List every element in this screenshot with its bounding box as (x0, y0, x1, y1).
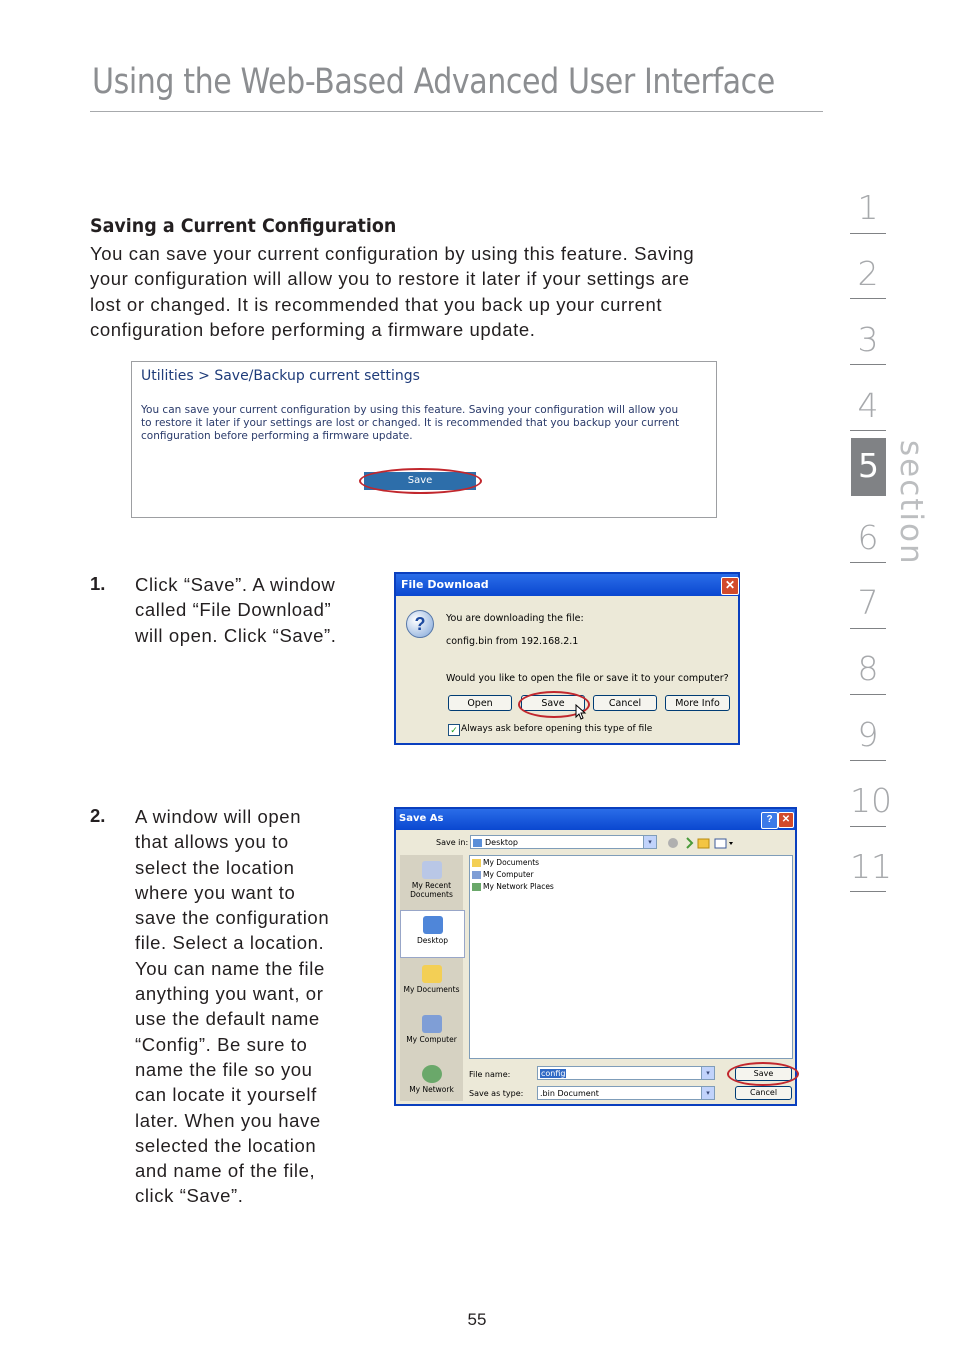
step-line: Click “Save”. A window (135, 574, 336, 595)
question-icon: ? (406, 610, 434, 638)
new-folder-icon (698, 839, 709, 848)
desktop-icon (423, 916, 443, 934)
dialog-titlebar (396, 809, 795, 830)
file-list[interactable] (469, 855, 793, 1059)
highlight-ellipse (359, 468, 482, 494)
folder-icon (422, 965, 442, 983)
step-2-text (135, 804, 385, 1209)
place-my-computer[interactable] (400, 1015, 463, 1044)
utilities-screenshot (131, 361, 717, 518)
step-line: will open. Click “Save”. (135, 624, 337, 646)
network-icon (422, 1065, 442, 1083)
utilities-save-button[interactable]: Save (364, 472, 476, 490)
step-line: use the default name (135, 1008, 320, 1030)
network-icon (472, 883, 481, 891)
step-line: file. Select a location. (135, 932, 325, 954)
places-bar (400, 855, 463, 1101)
chevron-down-icon[interactable]: ▾ (701, 1087, 714, 1099)
intro-line: configuration before performing a firmware update. (90, 318, 536, 340)
utilities-description-line: to restore it later if your settings are lost or changed. It is recommended that you backup your current (141, 417, 680, 429)
step-line: selected the location (135, 1134, 317, 1156)
list-item[interactable] (472, 858, 539, 867)
save-type-label: Save as type: (469, 1089, 524, 1098)
close-icon[interactable]: ✕ (778, 812, 794, 828)
close-icon[interactable]: ✕ (721, 577, 739, 595)
section-tab-11[interactable]: 11 (850, 847, 892, 886)
page-title: Using the Web-Based Advanced User Interface (92, 62, 775, 102)
back-icon (668, 838, 678, 848)
utilities-description-line: You can save your current configuration by using this feature. Saving your configuration will allow you (141, 404, 679, 416)
step-line: later. When you have (135, 1109, 321, 1131)
place-label: My Documents (403, 985, 460, 994)
save-in-value: Desktop (485, 838, 518, 847)
computer-icon (422, 1015, 442, 1033)
save-as-dialog (394, 807, 797, 1106)
computer-icon (472, 871, 481, 879)
step-line: where you want to (135, 881, 296, 903)
section-divider (850, 364, 886, 365)
section-tab-6[interactable]: 6 (857, 518, 879, 557)
download-message: You are downloading the file: (446, 613, 584, 624)
section-divider (850, 694, 886, 695)
step-line: A window will open (135, 806, 302, 827)
section-divider (850, 826, 886, 827)
section-heading: Saving a Current Configuration (90, 215, 397, 237)
dialog-title: File Download (401, 578, 489, 591)
section-tab-3[interactable]: 3 (857, 320, 879, 359)
step-line: save the configuration (135, 907, 330, 929)
step-line: select the location (135, 856, 295, 878)
step-line: name the file so you (135, 1058, 313, 1080)
section-label-text: section (893, 440, 929, 566)
section-tab-2[interactable]: 2 (857, 254, 879, 293)
intro-line: your configuration will allow you to restore it later if your settings are (90, 268, 690, 290)
section-tab-10[interactable]: 10 (850, 781, 892, 820)
step-line: You can name the file (135, 957, 325, 979)
place-label: Desktop (417, 936, 448, 945)
file-download-dialog (394, 572, 740, 745)
utilities-breadcrumb: Utilities > Save/Backup current settings (141, 368, 420, 384)
place-my-documents[interactable] (400, 965, 463, 994)
list-item[interactable] (472, 882, 554, 891)
step-line: “Config”. Be sure to (135, 1033, 308, 1055)
list-item[interactable] (472, 870, 534, 879)
section-tab-1[interactable]: 1 (857, 188, 879, 227)
recent-documents-icon (422, 861, 442, 879)
cursor-icon (575, 704, 587, 720)
place-recent[interactable] (400, 861, 463, 899)
place-desktop[interactable] (400, 910, 465, 958)
toolbar-icons (667, 836, 737, 850)
dialog-title: Save As (399, 813, 444, 824)
section-label (893, 440, 933, 566)
utilities-description (141, 404, 701, 443)
section-divider (850, 298, 886, 299)
always-ask-checkbox[interactable]: ✓ (448, 724, 460, 736)
section-divider (850, 430, 886, 431)
chevron-down-icon[interactable]: ▾ (701, 1067, 714, 1079)
list-item-label: My Documents (483, 858, 540, 867)
chevron-down-icon (729, 842, 733, 845)
desktop-icon (473, 839, 482, 847)
open-button[interactable]: Open (448, 695, 512, 711)
section-tab-8[interactable]: 8 (857, 649, 879, 688)
up-folder-icon (687, 838, 692, 848)
step-line: and name of the file, (135, 1160, 316, 1182)
page-number: 55 (467, 1310, 487, 1329)
step-line: can locate it yourself (135, 1084, 317, 1106)
download-question: Would you like to open the file or save it to your computer? (446, 673, 729, 684)
file-name-value: config (541, 1069, 566, 1078)
cancel-button[interactable]: Cancel (735, 1086, 792, 1100)
section-divider (850, 760, 886, 761)
save-type-value: .bin Document (540, 1089, 599, 1098)
intro-line: lost or changed. It is recommended that you back up your current (90, 293, 663, 315)
list-item-label: My Network Places (483, 882, 554, 891)
help-icon[interactable]: ? (761, 812, 778, 829)
title-divider (90, 111, 823, 112)
section-divider (850, 233, 886, 234)
save-button[interactable]: Save (735, 1067, 792, 1081)
section-divider (850, 628, 886, 629)
list-item-label: My Computer (483, 870, 534, 879)
save-in-label: Save in: (436, 838, 469, 847)
views-icon (715, 839, 726, 848)
download-filename: config.bin from 192.168.2.1 (446, 636, 579, 647)
step-line: that allows you to (135, 831, 289, 853)
section-divider (850, 891, 886, 892)
highlight-ellipse (727, 1062, 799, 1086)
chevron-down-icon[interactable]: ▾ (643, 836, 656, 848)
place-label: My Computer (406, 1035, 457, 1044)
step-number: 2. (90, 805, 106, 826)
dialog-titlebar (396, 574, 738, 596)
file-name-label: File name: (469, 1070, 511, 1079)
step-line: anything you want, or (135, 983, 324, 1005)
step-1-text (135, 572, 385, 648)
section-tab-4[interactable]: 4 (857, 386, 879, 425)
file-name-input[interactable] (537, 1066, 715, 1080)
place-label: My Network (409, 1085, 454, 1094)
more-info-button[interactable]: More Info (665, 695, 730, 711)
always-ask-label: Always ask before opening this type of file (461, 724, 653, 734)
utilities-description-line: configuration before performing a firmware update. (141, 430, 413, 442)
section-divider (850, 562, 886, 563)
save-button[interactable]: Save (521, 695, 585, 711)
place-my-network[interactable] (400, 1065, 463, 1094)
step-line: click “Save”. (135, 1185, 244, 1207)
step-line: called “File Download” (135, 599, 332, 621)
section-tab-9[interactable]: 9 (857, 715, 879, 754)
section-tab-5[interactable]: 5 (858, 446, 879, 485)
place-label: My Recent Documents (410, 881, 453, 899)
intro-line: You can save your current configuration by using this feature. Saving (90, 243, 695, 264)
folder-icon (472, 859, 481, 867)
step-number: 1. (90, 573, 106, 594)
cancel-button[interactable]: Cancel (593, 695, 657, 711)
save-type-select[interactable] (537, 1086, 715, 1100)
intro-paragraph (90, 241, 810, 342)
section-tab-7[interactable]: 7 (857, 583, 879, 622)
save-in-select[interactable] (470, 835, 657, 849)
